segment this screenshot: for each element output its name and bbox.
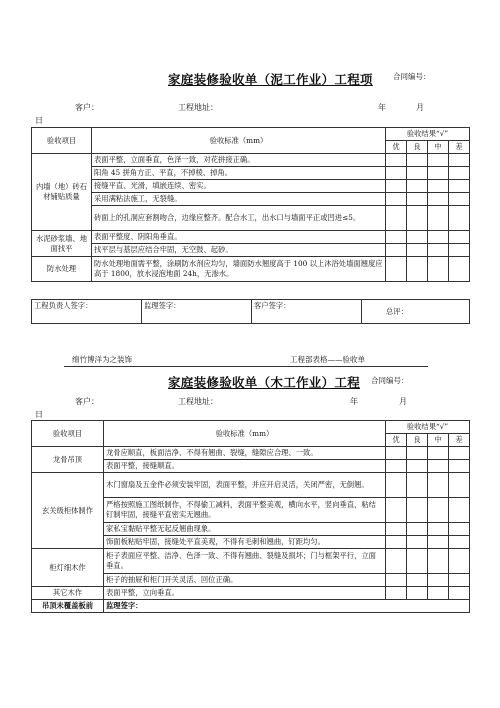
form2-check-cell[interactable] — [386, 574, 407, 587]
form2-check-cell[interactable] — [386, 536, 407, 549]
form1-check-cell[interactable] — [386, 231, 407, 244]
form1-check-cell[interactable] — [449, 244, 470, 257]
form1-check-cell[interactable] — [407, 167, 428, 180]
form2-group-woodwork: 柜灯细木作 — [32, 549, 104, 587]
form2-group-ceiling-precheck: 吊顶未覆盖板前 — [32, 600, 104, 613]
form2-address-label: 工程地址： — [178, 397, 218, 406]
form1-check-cell[interactable] — [449, 154, 470, 167]
form2-check-cell[interactable] — [428, 523, 449, 536]
form2-col-item: 验收项目 — [32, 421, 104, 447]
form1-standard-row: 采用满粘法施工，无裂缝。 — [92, 193, 386, 206]
form1-check-cell[interactable] — [407, 244, 428, 257]
form1-group-tile: 内墙（地）砖石材铺贴质量 — [32, 154, 92, 231]
form2-check-cell[interactable] — [407, 460, 428, 473]
form2-group-other: 其它木作 — [32, 587, 104, 600]
form1-grade-excellent: 优 — [386, 141, 407, 154]
form1-check-cell[interactable] — [386, 206, 407, 231]
form2-check-cell[interactable] — [407, 498, 428, 523]
form1-check-cell[interactable] — [449, 180, 470, 193]
form1-year-label: 年 — [378, 103, 386, 112]
form2-grade-medium: 中 — [428, 434, 449, 447]
form1-check-cell[interactable] — [386, 193, 407, 206]
form1-check-cell[interactable] — [428, 257, 449, 282]
form1-sign-manager[interactable]: 工程负责人签字： — [32, 300, 142, 324]
form2-check-cell[interactable] — [386, 587, 407, 600]
form1-standard-row: 砖面上的孔洞应套割吻合，边缘应整齐。配合水工，出水口与墙面平正或凹进≤5。 — [92, 206, 386, 231]
form1-check-cell[interactable] — [386, 257, 407, 282]
form1-check-cell[interactable] — [449, 231, 470, 244]
form2-check-cell[interactable] — [386, 523, 407, 536]
form2-check-cell[interactable] — [407, 574, 428, 587]
form2-check-cell[interactable] — [386, 498, 407, 523]
footer-company: 绵竹博洋为之装饰 — [72, 355, 132, 364]
form1-address-label: 工程地址： — [178, 103, 218, 112]
form1-check-cell[interactable] — [386, 167, 407, 180]
form2-grade-good: 良 — [407, 434, 428, 447]
form2-group-cabinet: 玄关级柜体制作 — [32, 473, 104, 549]
form2-check-cell[interactable] — [407, 473, 428, 498]
form2-check-cell[interactable] — [449, 460, 470, 473]
form1-grade-poor: 差 — [449, 141, 470, 154]
form2-check-cell[interactable] — [386, 473, 407, 498]
form1-check-cell[interactable] — [428, 231, 449, 244]
form2-grade-excellent: 优 — [386, 434, 407, 447]
form1-standard-row: 接缝平直、光滑，填嵌连续、密实。 — [92, 180, 386, 193]
form2-title: 家庭装修验收单（木工作业）工程 — [168, 375, 361, 390]
form2-check-cell[interactable] — [428, 587, 449, 600]
form1-standard-row: 防水处理地面需平整，涂刷防水剂应均匀，墙面防水翘度高于 100 以上沐浴处墙面翘度应高于 1800，放水浸泡地面 24h，无渗水。 — [92, 257, 386, 282]
form1-standard-row: 表面平整，立面垂直，色泽一致，对花拼接正确。 — [92, 154, 386, 167]
form1-check-cell[interactable] — [407, 206, 428, 231]
form2-check-cell[interactable] — [407, 447, 428, 460]
form1-check-cell[interactable] — [428, 154, 449, 167]
form1-check-cell[interactable] — [449, 206, 470, 231]
form2-col-result: 验收结果“√” — [386, 421, 470, 434]
form1-signature-row — [31, 299, 470, 324]
form1-check-cell[interactable] — [428, 167, 449, 180]
form1-table — [31, 127, 470, 282]
form2-year-label: 年 — [350, 397, 358, 406]
form1-standard-row: 找平层与基层应结合牢固，无空鼓、起砂。 — [92, 244, 386, 257]
form2-check-cell[interactable] — [449, 447, 470, 460]
form2-standard-row: 柜子表面应平整、洁净、色泽一致、不得有翘曲、裂缝及损坏；门与框架平行，立面垂直。 — [104, 549, 386, 574]
form2-check-cell[interactable] — [449, 549, 470, 574]
form2-check-cell[interactable] — [428, 447, 449, 460]
form1-group-waterproof: 防水处理 — [32, 257, 92, 282]
form2-standard-row: 柜子的抽屉和柜门开关灵活、回位正确。 — [104, 574, 386, 587]
form1-check-cell[interactable] — [407, 180, 428, 193]
form2-check-cell[interactable] — [428, 549, 449, 574]
form2-check-cell[interactable] — [407, 536, 428, 549]
form1-check-cell[interactable] — [449, 193, 470, 206]
form2-check-cell[interactable] — [449, 523, 470, 536]
form1-col-standard: 验收标准（mm） — [92, 128, 386, 154]
form2-check-cell[interactable] — [386, 447, 407, 460]
form1-sign-comment[interactable]: 总评： — [362, 300, 470, 324]
form1-check-cell[interactable] — [449, 257, 470, 282]
form2-standard-row: 家私宝黏贴平整无起反翘曲现象。 — [104, 523, 386, 536]
form2-grade-poor: 差 — [449, 434, 470, 447]
form2-standard-row: 表面平整，接缝顺直。 — [104, 460, 386, 473]
form2-check-cell[interactable] — [407, 587, 428, 600]
form2-contract-label: 合同编号： — [371, 376, 409, 385]
form2-check-cell[interactable] — [428, 536, 449, 549]
form2-check-cell[interactable] — [449, 536, 470, 549]
form2-standard-row: 饰面板粘贴牢固，接缝处平直美观，不得有毛刺和翘曲，钉距均匀。 — [104, 536, 386, 549]
form1-check-cell[interactable] — [407, 193, 428, 206]
form1-group-mortar: 水泥砂浆墙、地面找平 — [32, 231, 92, 257]
form2-customer-label: 客户： — [75, 397, 99, 406]
form1-title: 家庭装修验收单（泥工作业）工程项 — [168, 72, 373, 87]
form2-check-cell[interactable] — [407, 549, 428, 574]
form1-check-cell[interactable] — [428, 206, 449, 231]
form2-standard-row: 龙骨应顺直，板面洁净、不得有翘曲、裂缝，缝隙应合理、一致。 — [104, 447, 386, 460]
form1-day-label: 日 — [35, 116, 43, 125]
form1-check-cell[interactable] — [428, 193, 449, 206]
form1-check-cell[interactable] — [428, 180, 449, 193]
form1-check-cell[interactable] — [428, 244, 449, 257]
form1-sign-customer[interactable]: 客户签字： — [252, 300, 362, 324]
form1-sign-supervisor[interactable]: 监理签字： — [142, 300, 252, 324]
form1-customer-label: 客户： — [75, 103, 99, 112]
form1-grade-medium: 中 — [428, 141, 449, 154]
form1-check-cell[interactable] — [386, 244, 407, 257]
form1-month-label: 月 — [416, 103, 424, 112]
form2-check-cell[interactable] — [407, 523, 428, 536]
form2-check-cell[interactable] — [428, 574, 449, 587]
form2-month-label: 月 — [399, 397, 407, 406]
form2-check-cell[interactable] — [449, 587, 470, 600]
form1-col-item: 验收项目 — [32, 128, 92, 154]
form2-check-cell[interactable] — [386, 460, 407, 473]
form2-day-label: 日 — [35, 410, 43, 419]
form2-check-cell[interactable] — [386, 549, 407, 574]
form2-check-cell[interactable] — [449, 473, 470, 498]
form2-check-cell[interactable] — [449, 574, 470, 587]
footer-divider — [64, 366, 428, 367]
footer-form-type: 工程部表格——验收单 — [290, 355, 365, 364]
form1-check-cell[interactable] — [386, 154, 407, 167]
form2-group-ceiling: 龙骨吊顶 — [32, 447, 104, 473]
form1-standard-row: 阳角 45 拼角方正、平直，不掉棱、掉角。 — [92, 167, 386, 180]
form1-check-cell[interactable] — [449, 167, 470, 180]
form1-check-cell[interactable] — [407, 257, 428, 282]
form1-check-cell[interactable] — [407, 154, 428, 167]
form1-col-result: 验收结果“√” — [386, 128, 470, 141]
form2-check-cell[interactable] — [428, 460, 449, 473]
form1-check-cell[interactable] — [386, 180, 407, 193]
form1-contract-label: 合同编号： — [393, 72, 431, 81]
form2-standard-row: 严格按照施工图纸制作，不得偷工减料，表面平整美观，横向水平，竖向垂直，粘结钉制牢固，接缝平直密实无翘曲。 — [104, 498, 386, 523]
form1-standard-row: 表面平整度、阴阳角垂直。 — [92, 231, 386, 244]
form1-check-cell[interactable] — [407, 231, 428, 244]
form2-check-cell[interactable] — [428, 473, 449, 498]
form2-check-cell[interactable] — [449, 498, 470, 523]
form2-standard-row: 表面平整，立向垂直。 — [104, 587, 386, 600]
form2-supervisor-sign[interactable]: 监理签字： — [104, 600, 470, 613]
form2-standard-row: 木门窗扇及五金件必须安装牢固，表面平整，并应开启灵活，关闭严密，无倒翘。 — [104, 473, 386, 498]
form2-check-cell[interactable] — [428, 498, 449, 523]
form2-table — [31, 420, 470, 613]
form1-grade-good: 良 — [407, 141, 428, 154]
form2-col-standard: 验收标准（mm） — [104, 421, 386, 447]
